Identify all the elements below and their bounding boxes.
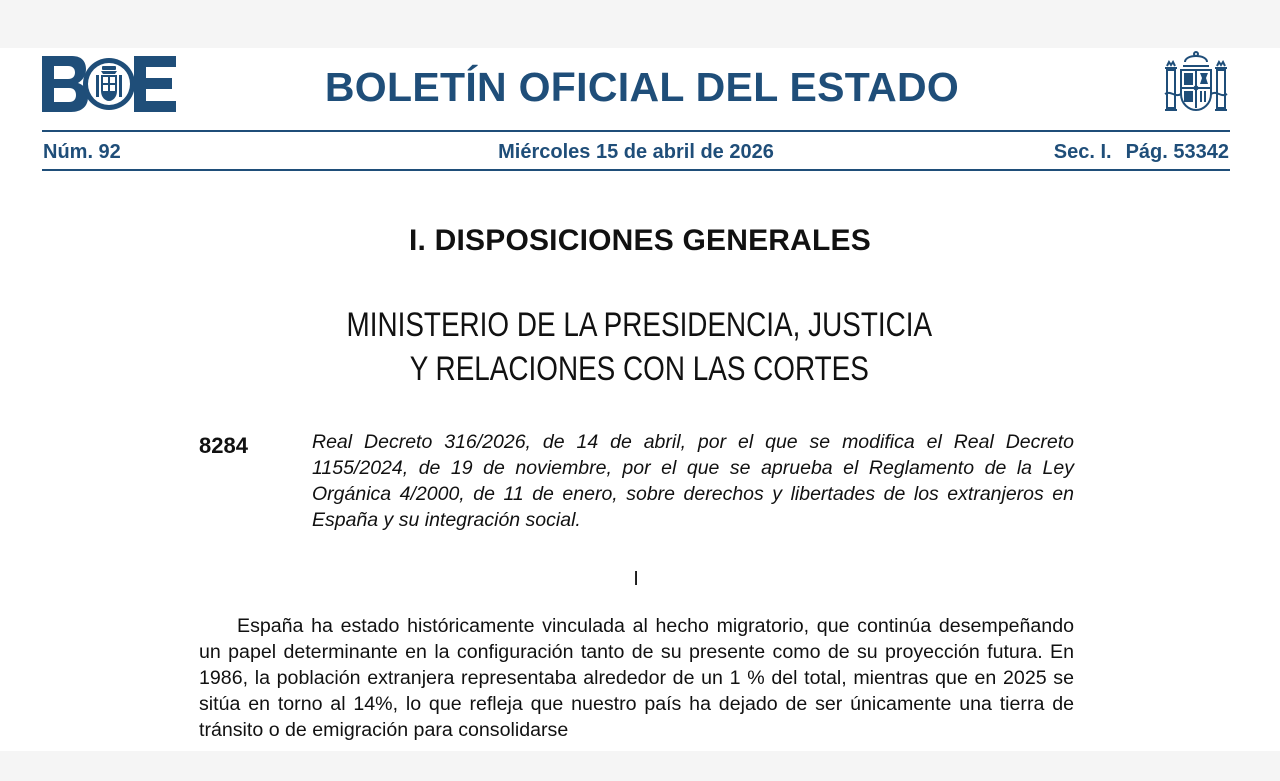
ministry-line-2: Y RELACIONES CON LAS CORTES [409,350,869,388]
gazette-title: BOLETÍN OFICIAL DEL ESTADO [324,64,960,110]
disposition-title: Real Decreto 316/2026, de 14 de abril, por el que se modifica el Real Decreto 1155/2024, de 19 de noviembre, por el que se aprueba el Reglamento de la Ley Orgánica 4/2000, de 11 de enero, sobre derechos y libertades de los extranjeros en España y su integración social. [312,431,1074,531]
ministry-line-1: MINISTERIO DE LA PRESIDENCIA, JUSTICIA [346,306,933,344]
document-page [0,48,1280,751]
issue-number: Núm. 92 [43,141,121,163]
issue-date: Miércoles 15 de abril de 2026 [498,141,774,163]
section-label: Sec. I. [1053,141,1112,163]
chapter-numeral: I [633,568,639,590]
body-paragraph: España ha estado históricamente vinculada al hecho migratorio, que continúa desempeñando un papel determinante en la configuración tanto de su presente como de su proyección futura. En 1986, la población extranjera representaba alrededor de un 1 % del total, mientras que en 2025 se sitúa en torno al 14%, lo que refleja que nuestro país ha dejado de ser únicamente una tierra de tránsito o de emigración para consolidarse [199,615,1074,741]
header-rule-top [42,130,1230,132]
page-number: Pág. 53342 [1125,141,1229,163]
section-page-info [1054,141,1229,164]
ministry-heading [114,303,1164,391]
header-rule-bottom [42,169,1230,171]
disposition-number: 8284 [199,433,248,458]
section-heading: I. DISPOSICIONES GENERALES [409,224,871,257]
coat-of-arms-icon [1161,50,1231,118]
